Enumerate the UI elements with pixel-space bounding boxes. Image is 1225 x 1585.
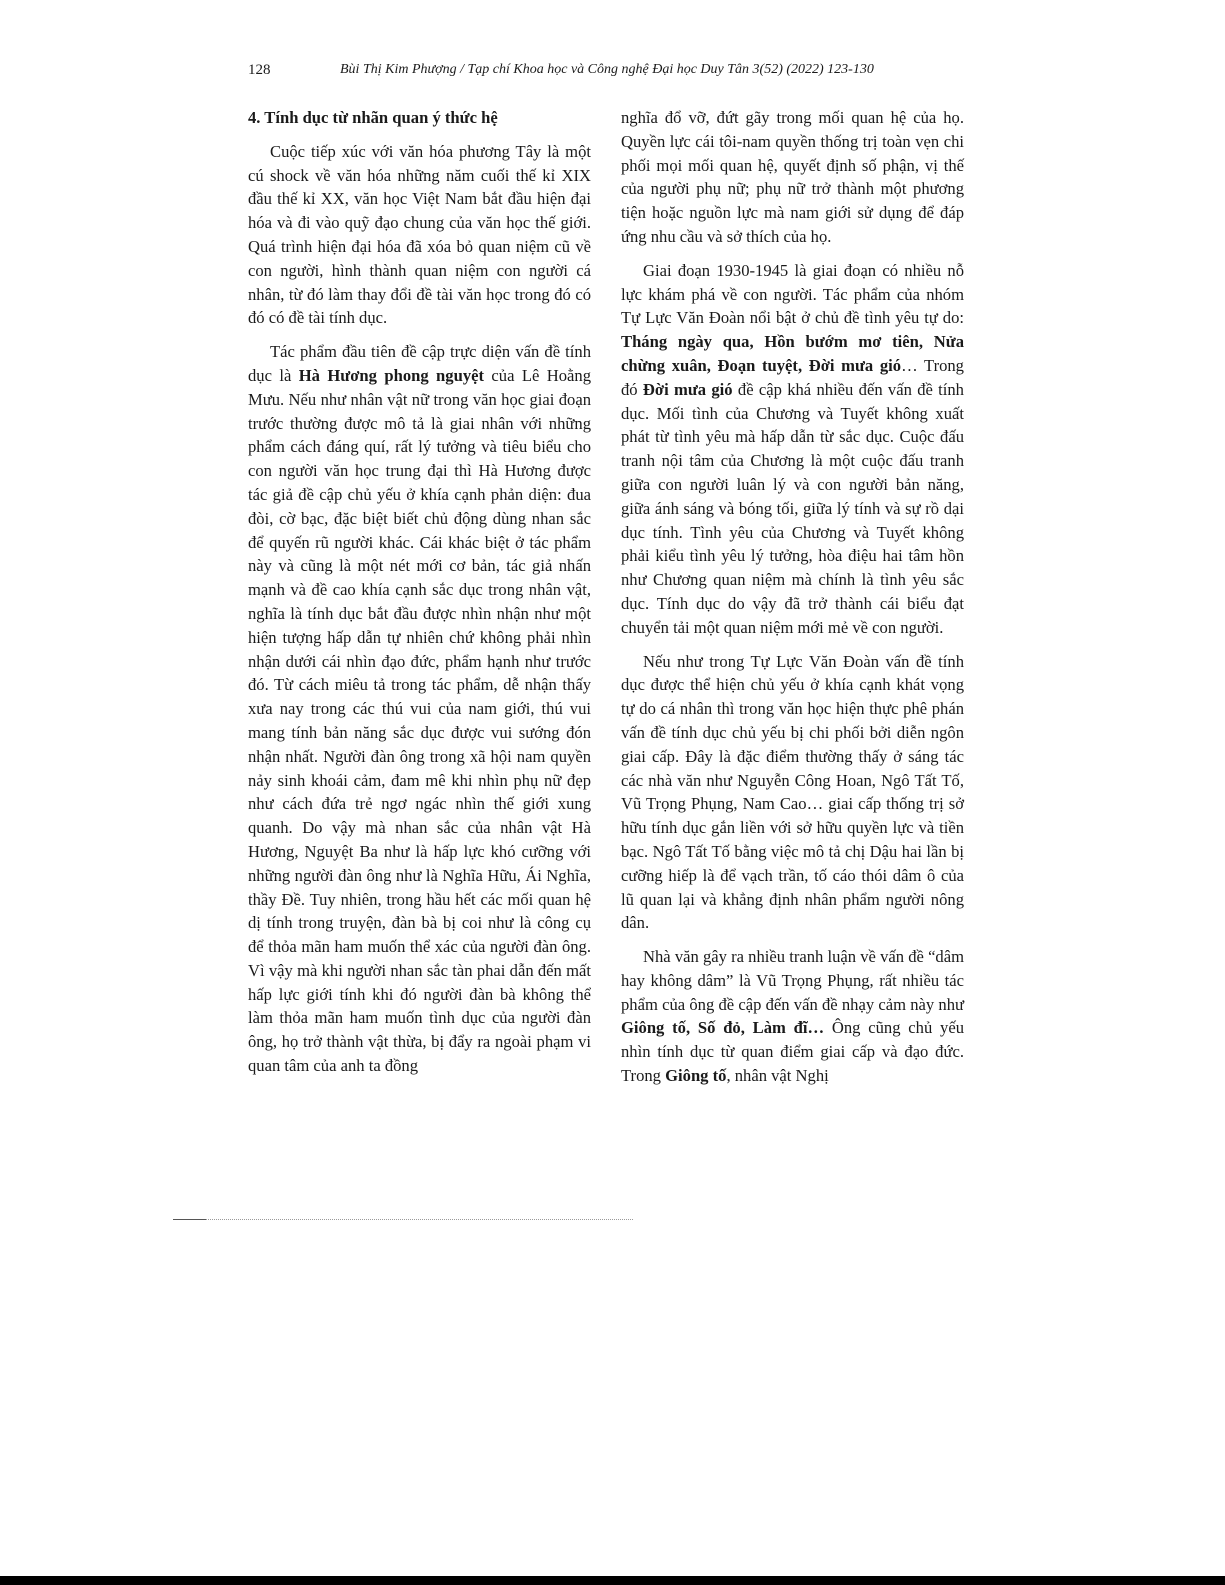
work-title: Hà Hương phong nguyệt xyxy=(298,365,485,385)
work-title: Đời mưa gió xyxy=(642,379,733,399)
text-run: … Trong đó xyxy=(621,355,964,399)
text-run: Giai đoạn 1930-1945 là giai đoạn có nhiều nỗ lực khám phá về con người. Tác phẩm của nhóm Tự Lực Văn Đoàn nổi bật ở chủ đề tình yêu tự do: xyxy=(621,260,964,328)
text-run: đề cập khá nhiều đến vấn đề tính dục. Mối tình của Chương và Tuyết không xuất phát từ tình yêu mà hấp dẫn từ sắc dục. Cuộc đấu tranh nội tâm của Chương là một cuộc đấu tranh giữa con người luân lý và con người bản năng, giữa ánh sáng và bóng tối, giữa lý tính và sự rồ dại dục tính. Tình yêu của Chương và Tuyết không phải kiểu tình yêu lý tưởng, hòa điệu hai tâm hồn như Chương quan niệm mà chính là tình yêu sắc dục. Tính dục do vậy đã trở thành cái biểu đạt chuyển tải một quan niệm mới mẻ về con người. xyxy=(621,379,964,637)
paragraph xyxy=(248,340,591,1078)
paragraph: Nếu như trong Tự Lực Văn Đoàn vấn đề tính dục được thể hiện chủ yếu ở khía cạnh khát vọng tự do cá nhân thì trong văn học hiện thực phê phán vấn đề tính dục chủ yếu bị chi phối bởi diễn ngôn giai cấp. Đây là đặc điểm thường thấy ở sáng tác các nhà văn như Nguyễn Công Hoan, Ngô Tất Tố, Vũ Trọng Phụng, Nam Cao… giai cấp thống trị sở hữu tính dục gắn liền với sở hữu quyền lực và tiền bạc. Ngô Tất Tố bằng việc mô tả chị Dậu hai lần bị cưỡng hiếp là để vạch trần, tố cáo thói dâm ô của lũ quan lại và khẳng định nhân phẩm người nông dân. xyxy=(621,651,964,933)
paragraph xyxy=(621,259,964,640)
page-number: 128 xyxy=(248,62,271,78)
right-column xyxy=(621,106,964,1098)
text-run: Ông cũng chủ yếu nhìn tính dục từ quan điểm giai cấp và đạo đức. Trong xyxy=(621,1018,964,1086)
scan-edge-bar xyxy=(0,1576,1225,1585)
running-header-citation: Bùi Thị Kim Phượng / Tạp chí Khoa học và Công nghệ Đại học Duy Tân 3(52) (2022) 123-130 xyxy=(340,62,874,77)
text-run: của Lê Hoằng Mưu. Nếu như nhân vật nữ trong văn học giai đoạn trước thường được mô tả là giai nhân với những phẩm cách đáng quí, rất lý tưởng và tiêu biểu cho con người văn học trung đại thì Hà Hương được tác giả đề cập chủ yếu ở khía cạnh phản diện: đua đòi, cờ bạc, đặc biệt biết chủ động dùng nhan sắc để quyến rũ người khác. Cái khác biệt ở tác phẩm này và cũng là một nét mới cơ bản, tác giả nhấn mạnh và đề cao khía cạnh sắc dục trong nhân vật, nghĩa là tính dục bắt đầu được nhìn nhận như một hiện tượng hấp dẫn tự nhiên chứ không phải nhìn nhận dưới cái nhìn đạo đức, phẩm hạnh như trước đó. Từ cách miêu tả trong tác phẩm, dễ nhận thấy xưa nay trong các thú vui của nam giới, thú vui mang tính bản năng sắc dục được vui sướng đón nhận nhất. Người đàn ông trong xã hội nam quyền nảy sinh khoái cảm, đam mê khi nhìn phụ nữ đẹp như cách đứa trẻ ngơ ngác nhìn thế giới xung quanh. Do vậy mà nhan sắc của nhân vật Hà Hương, Nguyệt Ba như là hấp lực khó cưỡng với những người đàn ông như là Nghĩa Hữu, Ái Nghĩa, thầy Đề. Tuy nhiên, trong hầu hết các mối quan hệ dị tính trong truyện, đàn bà bị coi như là công cụ để thỏa mãn ham muốn thể xác của người đàn ông. Vì vậy mà khi người nhan sắc tàn phai dẫn đến mất hấp lực giới tính khi đó người đàn bà không thể làm thỏa mãn ham muốn tình dục của người đàn ông, họ trở thành vật thừa, bị đẩy ra ngoài phạm vi quan tâm của anh ta đồng xyxy=(248,365,592,1076)
text-run: , nhân vật Nghị xyxy=(726,1066,829,1086)
section-heading: 4. Tính dục từ nhãn quan ý thức hệ xyxy=(248,108,498,127)
text-run: Nhà văn gây ra nhiều tranh luận về vấn đề “dâm hay không dâm” là Vũ Trọng Phụng, rất nhiều tác phẩm của ông đề cập đến vấn đề nhạy cảm này như xyxy=(621,947,964,1014)
paragraph xyxy=(621,945,964,1088)
work-title: Tháng ngày qua, Hồn bướm mơ tiên, Nửa chừng xuân, Đoạn tuyệt, Đời mưa gió xyxy=(621,332,964,375)
paragraph: nghĩa đổ vỡ, đứt gãy trong mối quan hệ của họ. Quyền lực cái tôi-nam quyền thống trị toàn vẹn chi phối mọi mối quan hệ, quyết định số phận, vị thế của người phụ nữ; phụ nữ trở thành một phương tiện hoặc nguồn lực mà nam giới sử dụng để đáp ứng nhu cầu và sở thích của họ. xyxy=(621,108,964,246)
text-run: Tác phẩm đầu tiên đề cập trực diện vấn đề tính dục là xyxy=(248,342,591,385)
footnote-separator-solid xyxy=(173,1219,206,1220)
work-title: Giông tố xyxy=(665,1066,727,1086)
left-column xyxy=(248,106,591,1088)
work-title: Giông tố, Số đỏ, Làm đĩ… xyxy=(621,1018,825,1038)
paragraph: Cuộc tiếp xúc với văn hóa phương Tây là một cú shock về văn hóa những năm cuối thế kỉ XIX đầu thế kỉ XX, văn học Việt Nam bắt đầu hiện đại hóa và đi vào quỹ đạo chung của văn học thế giới. Quá trình hiện đại hóa đã xóa bỏ quan niệm cũ về con người, hình thành quan niệm con người cá nhân, từ đó làm thay đổi đề tài văn học trong đó có đó có đề tài tính dục. xyxy=(248,141,591,328)
footnote-separator xyxy=(173,1219,633,1220)
